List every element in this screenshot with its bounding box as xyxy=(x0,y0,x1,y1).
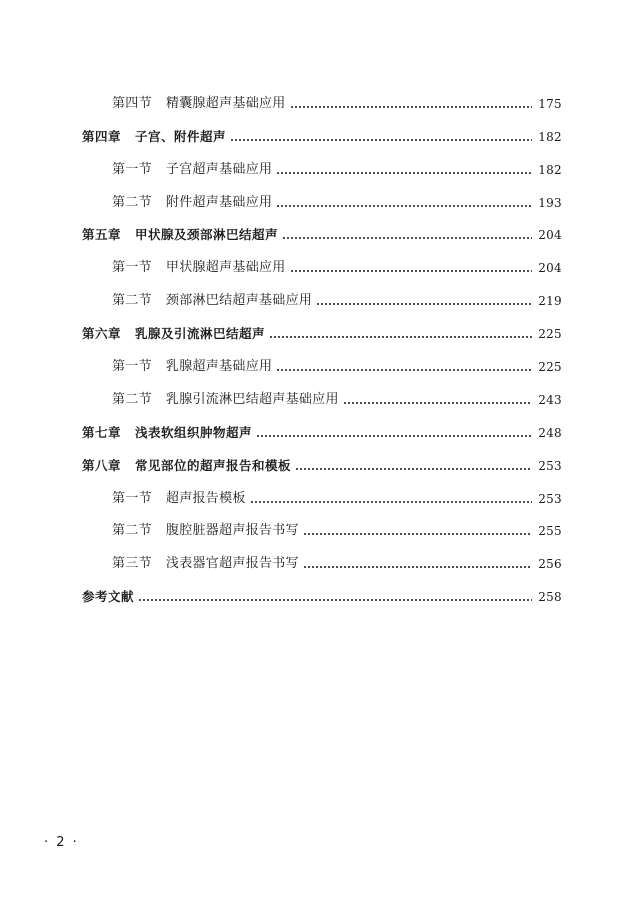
dot-leader xyxy=(276,362,532,372)
toc-entry-number: 第三节 xyxy=(112,556,152,572)
toc-entry-page: 253 xyxy=(538,491,562,506)
toc-entry-page: 182 xyxy=(538,129,562,144)
page-number: · 2 · xyxy=(44,835,79,850)
toc-entry[interactable] xyxy=(82,512,562,545)
toc-entry-number: 第四章 xyxy=(82,128,122,144)
toc-entry-number: 第一节 xyxy=(112,490,152,506)
toc-entry-number: 第一节 xyxy=(112,359,152,375)
toc-entry-title: 子宫、附件超声 xyxy=(135,128,227,144)
dot-leader xyxy=(250,494,532,504)
toc-entry-page: 258 xyxy=(538,590,562,605)
toc-entry-title: 颈部淋巴结超声基础应用 xyxy=(165,293,313,309)
toc-entry-title: 甲状腺及颈部淋巴结超声 xyxy=(135,227,279,243)
toc-entry-title: 浅表软组织肿物超声 xyxy=(135,424,253,440)
toc-entry-title: 附件超声基础应用 xyxy=(165,194,273,210)
toc-entry-title: 常见部位的超声报告和模板 xyxy=(135,457,292,473)
toc-entry[interactable] xyxy=(82,544,562,577)
toc-entry-title: 子宫超声基础应用 xyxy=(165,161,273,177)
toc-entry-title: 参考文献 xyxy=(82,589,135,605)
toc-entry-title: 乳腺及引流淋巴结超声 xyxy=(135,326,266,342)
toc-entry-number: 第八章 xyxy=(82,457,122,473)
dot-leader xyxy=(276,165,532,175)
toc-entry-page: 248 xyxy=(538,425,562,440)
toc-entry-number: 第七章 xyxy=(82,424,122,440)
toc-entry-number: 第四节 xyxy=(112,95,152,111)
dot-leader xyxy=(343,395,532,405)
dot-leader xyxy=(282,230,532,240)
toc-entry[interactable] xyxy=(82,183,562,216)
toc-entry-page: 193 xyxy=(538,195,562,210)
toc-entry-page: 175 xyxy=(538,96,562,111)
toc-entry-title: 乳腺超声基础应用 xyxy=(165,359,273,375)
dot-leader xyxy=(276,198,532,208)
toc-entry-title: 超声报告模板 xyxy=(165,490,246,506)
toc-entry-number: 第二节 xyxy=(112,523,152,539)
toc-entry[interactable] xyxy=(82,446,562,479)
toc-entry-page: 182 xyxy=(538,162,562,177)
toc-entry-page: 225 xyxy=(538,360,562,375)
toc-entry-title: 甲状腺超声基础应用 xyxy=(165,260,286,276)
toc-entry-page: 204 xyxy=(538,261,562,276)
toc-entry-number: 第一节 xyxy=(112,260,152,276)
toc-entry[interactable] xyxy=(82,577,562,610)
dot-leader xyxy=(303,526,532,536)
toc-entry-title: 乳腺引流淋巴结超声基础应用 xyxy=(165,391,339,407)
toc-entry[interactable] xyxy=(82,413,562,446)
toc-entry-number: 第五章 xyxy=(82,227,122,243)
toc-entry-page: 225 xyxy=(538,327,562,342)
toc-entry-page: 243 xyxy=(538,392,562,407)
toc-entry-title: 浅表器官超声报告书写 xyxy=(165,556,299,572)
toc-entry[interactable] xyxy=(82,347,562,380)
toc-entry-number: 第六章 xyxy=(82,326,122,342)
dot-leader xyxy=(138,592,532,602)
toc-entry[interactable] xyxy=(82,84,562,117)
toc-entry-page: 219 xyxy=(538,294,562,309)
dot-leader xyxy=(269,329,532,339)
toc-entry-number: 第二节 xyxy=(112,194,152,210)
dot-leader xyxy=(303,559,532,569)
toc-entry-number: 第二节 xyxy=(112,391,152,407)
toc-entry[interactable] xyxy=(82,117,562,150)
toc-entry-page: 253 xyxy=(538,458,562,473)
toc-entry-page: 204 xyxy=(538,228,562,243)
table-of-contents xyxy=(82,84,562,610)
toc-entry-title: 腹腔脏器超声报告书写 xyxy=(165,523,299,539)
toc-entry-number: 第二节 xyxy=(112,293,152,309)
dot-leader xyxy=(295,461,532,471)
dot-leader xyxy=(316,296,532,306)
toc-entry[interactable] xyxy=(82,150,562,183)
toc-entry-page: 256 xyxy=(538,557,562,572)
toc-entry[interactable] xyxy=(82,281,562,314)
dot-leader xyxy=(290,99,533,109)
toc-entry-title: 精囊腺超声基础应用 xyxy=(165,95,286,111)
toc-entry-page: 255 xyxy=(538,524,562,539)
toc-entry[interactable] xyxy=(82,380,562,413)
dot-leader xyxy=(256,428,532,438)
toc-entry[interactable] xyxy=(82,479,562,512)
toc-entry[interactable] xyxy=(82,216,562,249)
toc-entry-number: 第一节 xyxy=(112,161,152,177)
toc-entry[interactable] xyxy=(82,314,562,347)
dot-leader xyxy=(290,263,533,273)
dot-leader xyxy=(230,132,532,142)
toc-entry[interactable] xyxy=(82,248,562,281)
